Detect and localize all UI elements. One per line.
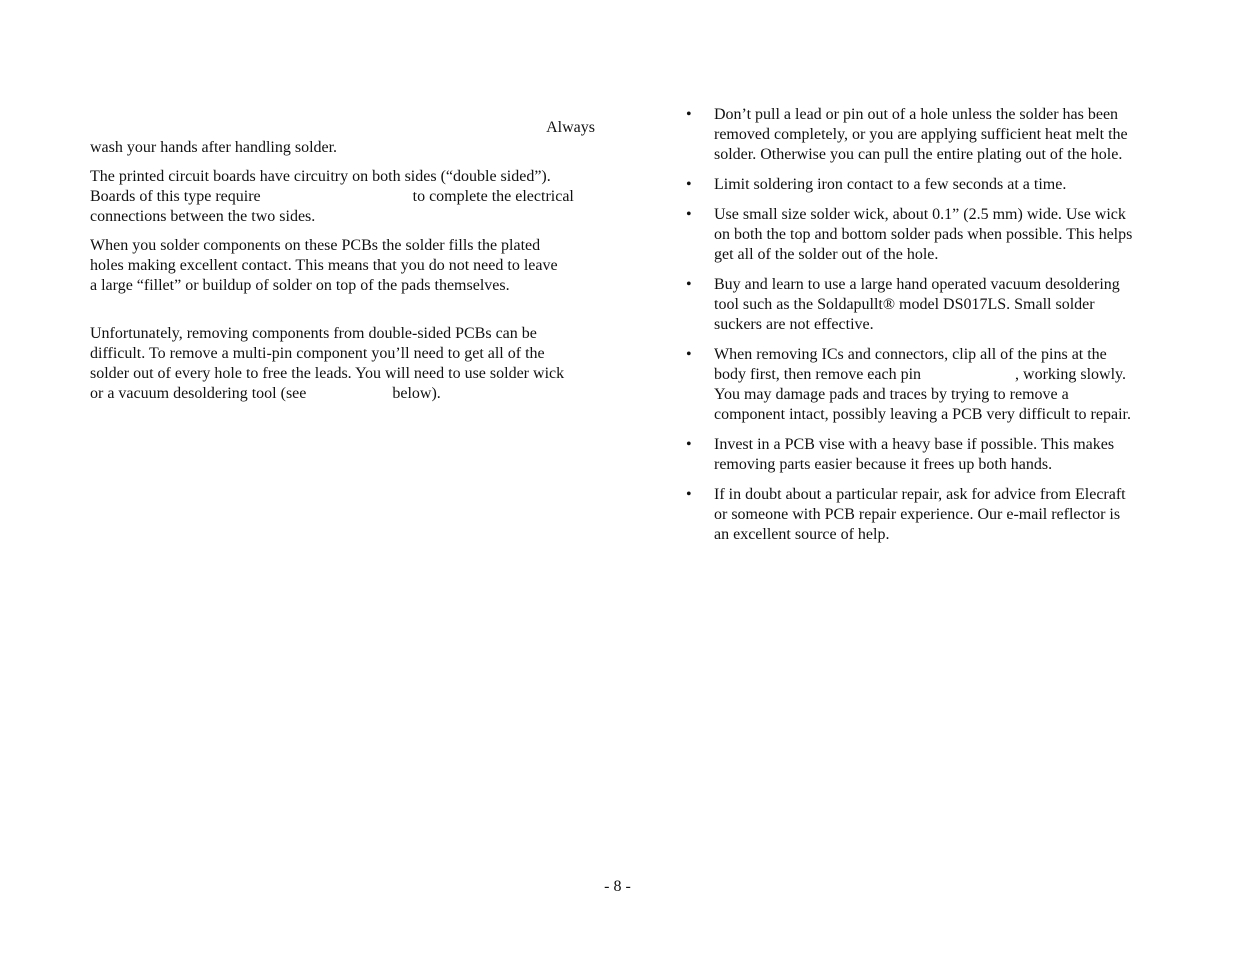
list-item: [686, 485, 1168, 545]
list-item: [686, 275, 1168, 335]
page-number: - 8 -: [604, 878, 631, 895]
text-line: removed completely, or you are applying sufficient heat melt the: [714, 126, 1128, 143]
text-line: When you solder components on these PCBs the solder fills the plated: [90, 237, 541, 254]
text-line: removing parts easier because it frees up both hands.: [714, 456, 1053, 473]
text-line: solder. Otherwise you can pull the entire plating out of the hole.: [714, 146, 1123, 163]
text-line: wash your hands after handling solder.: [90, 139, 338, 156]
list-item: [686, 175, 1168, 195]
list-item: [686, 345, 1168, 425]
text-line: component intact, possibly leaving a PCB very difficult to repair.: [714, 406, 1131, 423]
text-fragment: , working slowly.: [1015, 366, 1127, 383]
text-line: tool such as the Soldapullt® model DS017LS. Small solder: [714, 296, 1095, 313]
paragraph-solder-handling: [90, 118, 602, 158]
paragraph-double-sided-boards: [90, 167, 602, 227]
text-fragment: or a vacuum desoldering tool (see: [90, 385, 307, 402]
text-line: Invest in a PCB vise with a heavy base if possible. This makes: [714, 436, 1115, 453]
text-line: Don’t pull a lead or pin out of a hole unless the solder has been: [714, 106, 1119, 123]
text-line-split: [90, 187, 602, 207]
text-line-split: [90, 384, 602, 404]
bullet-icon: •: [686, 276, 692, 293]
list-item: [686, 205, 1168, 265]
bullet-icon: •: [686, 486, 692, 503]
text-line: get all of the solder out of the hole.: [714, 246, 939, 263]
bullet-icon: •: [686, 346, 692, 363]
text-line: Buy and learn to use a large hand operated vacuum desoldering: [714, 276, 1120, 293]
desoldering-tips-list: [686, 105, 1168, 545]
bullet-icon: •: [686, 206, 692, 223]
text-line-split: [714, 365, 1168, 385]
list-item: [686, 435, 1168, 475]
bullet-icon: •: [686, 106, 692, 123]
text-fragment: below).: [392, 385, 441, 402]
text-line: an excellent source of help.: [714, 526, 890, 543]
text-line: connections between the two sides.: [90, 208, 316, 225]
paragraph-plated-holes: [90, 236, 602, 296]
text-line: When removing ICs and connectors, clip all of the pins at the: [714, 346, 1107, 363]
text-line: holes making excellent contact. This means that you do not need to leave: [90, 257, 558, 274]
text-line: The printed circuit boards have circuitry on both sides (“double sided”).: [90, 168, 551, 185]
text-fragment: to complete the electrical: [412, 188, 574, 205]
text-fragment: Boards of this type require: [90, 188, 261, 205]
text-line: Unfortunately, removing components from double-sided PCBs can be: [90, 325, 537, 342]
paragraph-removing-components: [90, 324, 602, 404]
text-line: difficult. To remove a multi-pin component you’ll need to get all of the: [90, 345, 545, 362]
text-line: on both the top and bottom solder pads when possible. This helps: [714, 226, 1133, 243]
text-line: Use small size solder wick, about 0.1” (2.5 mm) wide. Use wick: [714, 206, 1126, 223]
bullet-icon: •: [686, 436, 692, 453]
bullet-icon: •: [686, 176, 692, 193]
text-line: Limit soldering iron contact to a few seconds at a time.: [714, 176, 1067, 193]
list-item: [686, 105, 1168, 165]
text-line: or someone with PCB repair experience. Our e-mail reflector is: [714, 506, 1121, 523]
text-line: a large “fillet” or buildup of solder on top of the pads themselves.: [90, 277, 510, 294]
text-line: Always: [546, 119, 595, 136]
text-line: You may damage pads and traces by trying to remove a: [714, 386, 1069, 403]
text-line: solder out of every hole to free the leads. You will need to use solder wick: [90, 365, 565, 382]
text-line: If in doubt about a particular repair, ask for advice from Elecraft: [714, 486, 1126, 503]
right-column: [686, 105, 1168, 555]
text-line: suckers are not effective.: [714, 316, 874, 333]
left-column: [90, 118, 602, 404]
text-fragment: body first, then remove each pin: [714, 366, 922, 383]
